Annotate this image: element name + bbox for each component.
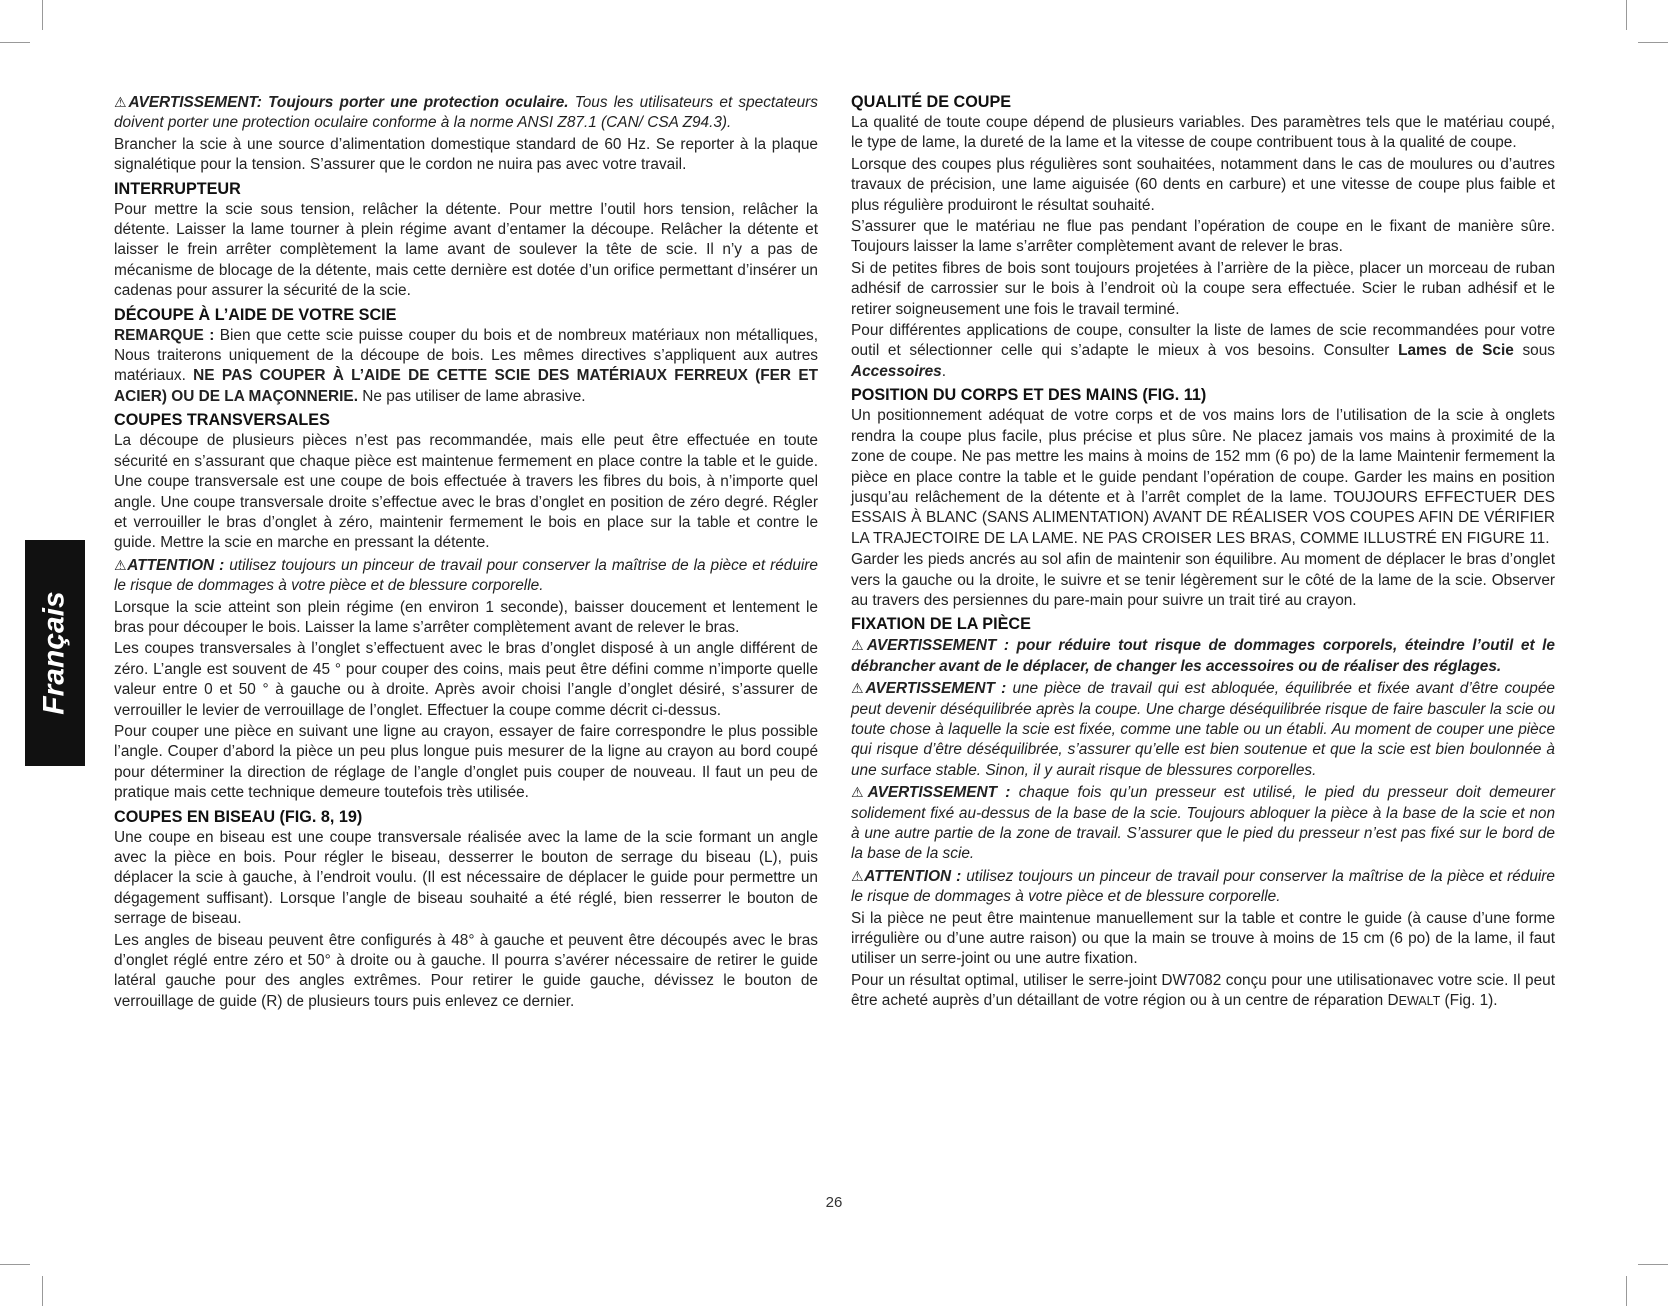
crop-mark-top-right [1626, 0, 1627, 30]
note-bold: NE PAS COUPER À L’AIDE DE CETTE SCIE DES MATÉRIAUX FERREUX (FER ET ACIER) OU DE LA MAÇONNERIE. [114, 367, 818, 405]
link-accessories: Accessoires [851, 362, 942, 380]
warning-label: ⚠AVERTISSEMENT: Toujours porter une protection oculaire. [114, 94, 569, 111]
language-tab [25, 540, 85, 766]
paragraph-creep: S’assurer que le matériau ne flue pas pendant l’opération de coupe en le fixant de manière sûre. Toujours laisser la lame s’arrêter complètement avant de relever le bras. [851, 218, 1555, 256]
warning-triangle-icon: ⚠ [851, 680, 866, 697]
paragraph-miter: Les coupes transversales à l’onglet s’effectuent avec le bras d’onglet disposé à un angle différent de zéro. L’angle est souvent de 45 ° pour couper des coins, mais peut être défini comme n’importe quelle valeur entre 0 et 50 ° à gauche ou à droite. Après avoir choisi l’angle d’onglet désiré, s’assurer de verrouiller le levier de verrouillage de l’onglet. Effectuer la coupe comme décrit ci-dessus. [114, 640, 818, 719]
paragraph-applications: Pour différentes applications de coupe, consulter la liste de lames de scie recommandées pour votre outil et sélectionner celle qui s’adapte le mieux à vos besoins. Consulter Lames de Scie sous Accessoires. [851, 322, 1555, 380]
paragraph-note [114, 326, 818, 408]
caution-label: ⚠ATTENTION : [114, 556, 225, 574]
paragraph-switch: Pour mettre la scie sous tension, relâcher la détente. Pour mettre l’outil hors tension, relâcher la détente. Laisser la lame tourner à plein régime avant d’entamer la découpe. Relâcher la détente et laisser le frein arrêter complètement la lame avant de soulever la tête de scie. Il n’y a pas de mécanisme de blocage de la détente, mais cette dernière est dotée d’un orifice permettant d’insérer un cadenas pour assurer la sécurité de la scie. [114, 200, 818, 300]
caution-clamp-2: ⚠ATTENTION : utilisez toujours un pinceur de travail pour conserver la maîtrise de la pièce et réduire le risque de dommages à votre pièce et de blessure corporelle. [851, 867, 1555, 906]
crop-mark-top-left [42, 0, 43, 30]
note-end: Ne pas utiliser de lame abrasive. [357, 387, 586, 405]
paragraph-smooth-cuts: Lorsque des coupes plus régulières sont souhaitées, notamment dans le cas de moulures ou d’autres travaux de précision, une lame aiguisée (60 dents en carbure) et une vitesse de coupe plus faible et plus régulière produiront le résultat souhaité. [851, 155, 1555, 214]
paragraph-bevel-angles: Les angles de biseau peuvent être configurés à 48° à gauche et peuvent être découpés avec le bras d’onglet réglé entre zéro et 50° à droite ou à gauche. Il pourra s’avérer nécessaire de retirer le guide latéral gauche pour des angles extrêmes. Pour retirer le guide gauche, dévissez le bouton de verrouillage de guide (R) de plusieurs tours puis enlevez ce dernier. [114, 931, 818, 1010]
warning-triangle-icon: ⚠ [114, 556, 128, 573]
warning-triangle-icon: ⚠ [851, 867, 865, 884]
warning-unplug: ⚠AVERTISSEMENT : pour réduire tout risque de dommages corporels, éteindre l’outil et le débrancher avant de le déplacer, de changer les accessoires ou de réaliser des réglages. [851, 637, 1555, 675]
warning-label: ⚠AVERTISSEMENT : [851, 680, 1007, 698]
link-saw-blades: Lames de Scie [1398, 342, 1514, 360]
brand-name: DEWALT [1387, 992, 1441, 1010]
heading-cut-quality: QUALITÉ DE COUPE [851, 93, 1012, 111]
left-column [114, 92, 818, 1013]
paragraph-full-speed: Lorsque la scie atteint son plein régime (en environ 1 seconde), baisser doucement et lentement le bras pour découper le bois. Laisser la lame s’arrêter complètement avant de relever le bras. [114, 598, 818, 636]
heading-clamping: FIXATION DE LA PIÈCE [851, 615, 1031, 634]
crop-mark-top-left-h [0, 42, 30, 43]
paragraph-clamp-result: Pour un résultat optimal, utiliser le serre-joint DW7082 conçu pour une utilisationavec votre scie. Il peut être acheté auprès d’un détaillant de votre région ou à un centre de réparation DEWALT (Fig. 1). [851, 971, 1555, 1010]
warning-text: Tous les utilisateurs et spectateurs doivent porter une protection oculaire conforme à la norme ANSI Z87.1 (CAN/ CSA Z94.3). [114, 94, 818, 132]
warning-triangle-icon: ⚠ [114, 94, 129, 110]
note-label: REMARQUE : [114, 326, 215, 344]
crop-mark-bottom-right-h [1638, 1264, 1668, 1265]
paragraph-quality: La qualité de toute coupe dépend de plusieurs variables. Des paramètres tels que le matériau coupé, le type de lame, la dureté de la lame et la vitesse de coupe contribuent tous à la qualité de coupe. [851, 114, 1555, 152]
right-column [851, 92, 1555, 1013]
warning-label: ⚠AVERTISSEMENT : [851, 784, 1011, 802]
heading-cross-cuts: COUPES TRANSVERSALES [114, 411, 330, 430]
paragraph-pencil-line: Pour couper une pièce en suivant une ligne au crayon, essayer de faire correspondre le plus possible l’angle. Couper d’abord la pièce un peu plus longue puis mesurer de la ligne au crayon au bord coupé pour déterminer la direction de réglage de l’angle d’onglet puis couper de nouveau. Il faut un peu de pratique mais cette technique demeure toutefois très utilisée. [114, 722, 818, 802]
heading-switch: INTERRUPTEUR [114, 179, 241, 198]
note-text: Bien que cette scie puisse couper du bois et de nombreux matériaux non métalliques, Nous traiterons uniquement de la découpe de bois. Les mêmes directives s’appliquent aux autres matériaux. [114, 326, 818, 385]
caution-clamp-1: ⚠ATTENTION : utilisez toujours un pinceur de travail pour conserver la maîtrise de la pièce et réduire le risque de dommages à votre pièce et de blessure corporelle. [114, 556, 818, 595]
paragraph-cross-cuts: La découpe de plusieurs pièces n’est pas recommandée, mais elle peut être effectuée en toute sécurité en s’assurant que chaque pièce est maintenue fermement en place contre la table et le guide. Une coupe transversale est une coupe de bois effectuée à travers les fibres du bois, à n’importe quel angle. Une coupe transversale droite s’effectue avec le bras d’onglet en position de zéro degré. Régler et verrouiller le bras d’onglet à zéro, maintenir fermement le bois en place sur la table et contre le guide. Mettre la scie en marche en pressant la détente. [114, 432, 818, 552]
paragraph-bevel: Une coupe en biseau est une coupe transversale réalisée avec la lame de la scie formant un angle avec la pièce en bois. Pour régler le biseau, desserrer le bouton de serrage du biseau (L), puis déplacer la scie à gauche, à l’endroit voulu. (Il est nécessaire de déplacer le guide pour permettre un dégagement suffisant). Lorsque l’angle de biseau souhaité a été réglé, bien resserrer le bouton de serrage de biseau. [114, 828, 818, 928]
paragraph-fibers: Si de petites fibres de bois sont toujours projetées à l’arrière de la pièce, placer un morceau de ruban adhésif de carrossier sur le bois à l’endroit où la coupe sera effectuée. Scier le ruban adhésif et le retirer soigneusement une fois le travail terminé. [851, 259, 1555, 318]
page-number: 26 [825, 1194, 843, 1211]
paragraph-power: Brancher la scie à une source d’alimentation domestique standard de 60 Hz. Se reporter à la plaque signalétique pour la tension. S’assurer que le cordon ne nuira pas avec votre travail. [114, 135, 818, 174]
heading-cutting: DÉCOUPE À L’AIDE DE VOTRE SCIE [114, 305, 397, 324]
crop-mark-top-right-h [1638, 42, 1668, 43]
paragraph-manual-hold: Si la pièce ne peut être maintenue manuellement sur la table et contre le guide (à cause d’une forme irrégulière ou d’une autre raison) ou que la main se trouve à moins de 15 cm (6 po) de la lame, il faut utiliser un serre-joint ou une autre fixation. [851, 909, 1555, 968]
crop-mark-bottom-left-h [0, 1264, 30, 1265]
caution-label: ⚠ATTENTION : [851, 867, 962, 885]
warning-triangle-icon: ⚠ [851, 784, 868, 801]
crop-mark-bottom-right [1626, 1276, 1627, 1306]
heading-body-position: POSITION DU CORPS ET DES MAINS (FIG. 11) [851, 386, 1207, 405]
heading-bevel: COUPES EN BISEAU (FIG. 8, 19) [114, 807, 363, 826]
paragraph-feet: Garder les pieds ancrés au sol afin de maintenir son équilibre. Au moment de déplacer le bras d’onglet vers la gauche ou la droite, le suivre et se tenir légèrement sur le côté de la lame de la scie. Observer au travers des persiennes du pare-main pour suivre un trait tiré au crayon. [851, 551, 1555, 609]
language-tab-label: Français [38, 591, 71, 715]
warning-triangle-icon: ⚠ [851, 637, 867, 654]
warning-clamp-foot: ⚠AVERTISSEMENT : chaque fois qu’un presseur est utilisé, le pied du presseur doit demeurer solidement fixé au-dessus de la base de la scie. Toujours abloquer la pièce à la base de la scie et non à une autre partie de la zone de travail. S’assurer que le pied du presseur n’est pas fixé sur le bord de la base de la scie. [851, 784, 1555, 863]
warning-eye-protection [114, 92, 818, 134]
warning-unbalanced: ⚠AVERTISSEMENT : une pièce de travail qui est abloquée, équilibrée et fixée avant d’être coupée peut devenir déséquilibrée après la coupe. Une charge déséquilibrée risque de faire basculer la scie ou toute chose à laquelle la scie est fixée, comme une table ou un établi. Au moment de couper une pièce qui risque d’être déséquilibrée, s’assurer qu’elle est bien soutenue et que la scie est bien boulonnée à une surface stable. Sinon, il y aurait risque de blessures corporelles. [851, 680, 1555, 779]
crop-mark-bottom-left [42, 1276, 43, 1306]
paragraph-body-position: Un positionnement adéquat de votre corps et de vos mains lors de l’utilisation de la scie à onglets rendra la coupe plus facile, plus précise et plus sûre. Ne placez jamais vos mains à proximité de la zone de coupe. Ne pas mettre les mains à moins de 152 mm (6 po) de la lame Maintenir fermement la pièce en place contre la table et le guide pendant l’opération de coupe. Garder les mains en position jusqu’au relâchement de la détente et à l’arrêt complet de la lame. TOUJOURS EFFECTUER DES ESSAIS À BLANC (SANS ALIMENTATION) AVANT DE RÉALISER VOS COUPES AFIN DE VÉRIFIER LA TRAJECTOIRE DE LA LAME. NE PAS CROISER LES BRAS, COMME ILLUSTRÉ EN FIGURE 11. [851, 407, 1555, 547]
